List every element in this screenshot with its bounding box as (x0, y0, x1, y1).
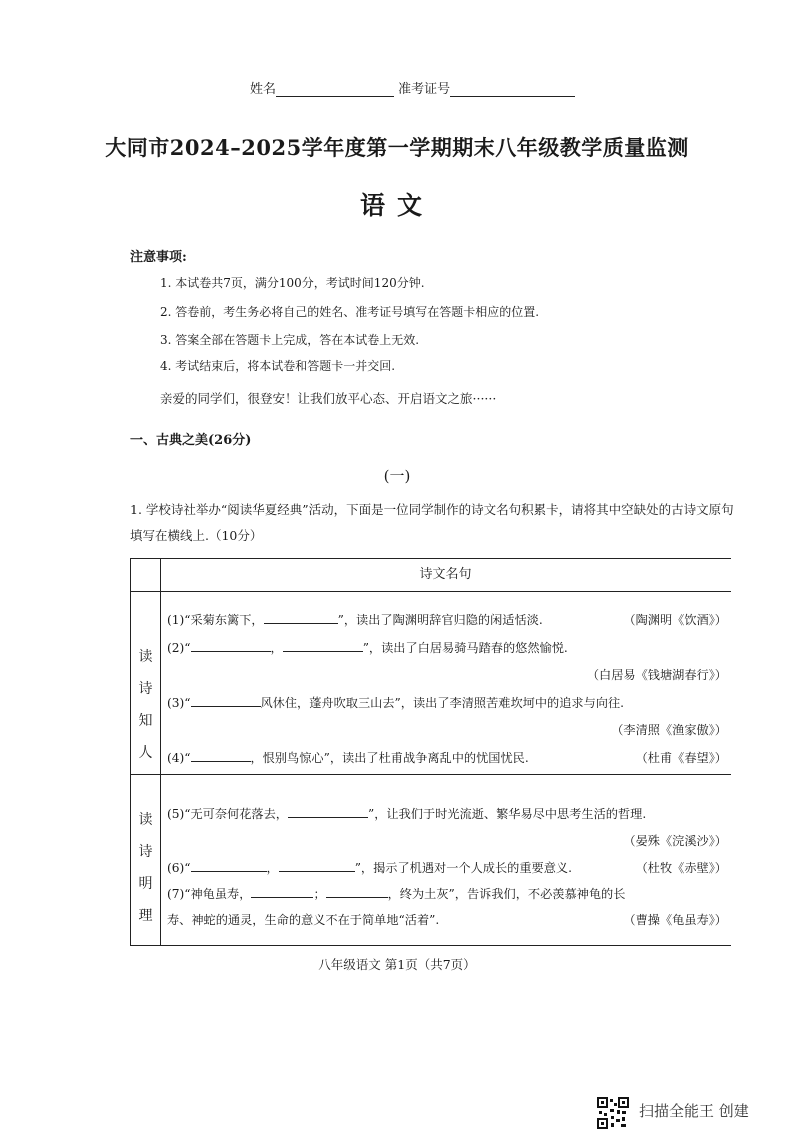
table-row: 寿、神蛇的通灵，生命的意义不在于简单地“活着”. (167, 913, 440, 927)
source-note: （曹操《龟虽寿》） (623, 913, 727, 927)
part-heading: (一) (383, 467, 411, 485)
note-item: 1. 本试卷共7页，满分100分，考试时间120分钟. (160, 276, 425, 290)
name-label: 姓名 (250, 82, 277, 97)
note-item: 2. 答卷前，考生务必将自己的姓名、准考证号填写在答题卡相应的位置. (160, 305, 540, 319)
table-row: (3)“ 风休住，蓬舟吹取三山去”，读出了李清照苦难坎坷中的追求与向往. (167, 696, 625, 710)
source-note: （白居易《钱塘湖春行》） (586, 668, 727, 682)
source-note: （杜牧《赤壁》） (635, 861, 727, 875)
answer-blank[interactable] (191, 694, 261, 707)
answer-blank[interactable] (251, 885, 313, 898)
note-item: 3. 答案全部在答题卡上完成，答在本试卷上无效. (160, 333, 420, 347)
table-row: (4)“ ，恨别鸟惊心”，读出了杜甫战争离乱中的忧国忧民. (167, 751, 529, 765)
exam-no-blank (450, 96, 575, 97)
notes-heading: 注意事项: (130, 250, 187, 265)
answer-blank[interactable] (326, 885, 388, 898)
answer-blank[interactable] (279, 859, 355, 872)
group-label-understand: 读 诗 明 理 (138, 812, 153, 924)
group-label-know-poet: 读 诗 知 人 (138, 649, 153, 761)
answer-blank[interactable] (191, 749, 251, 762)
section-heading: 一、古典之美(26分) (130, 433, 252, 448)
answer-blank[interactable] (283, 639, 363, 652)
greeting: 亲爱的同学们，很登安！让我们放平心态、开启语文之旅······ (160, 391, 497, 406)
table-row: (7)“神龟虽寿， ； ，终为土灰”，告诉我们，不必羡慕神龟的长 (167, 887, 626, 901)
table-row: (5)“无可奈何花落去， ”，让我们于时光流逝、繁华易尽中思考生活的哲理. (167, 807, 647, 821)
answer-blank[interactable] (191, 639, 271, 652)
table-divider (131, 591, 731, 592)
source-note: （李清照《渔家傲》） (611, 723, 727, 737)
poem-table (130, 558, 731, 946)
table-row: (2)“ ， ”，读出了白居易骑马踏春的悠然愉悦. (167, 641, 568, 655)
answer-blank[interactable] (264, 611, 338, 624)
exam-title: 大同市2024–2025学年度第一学期期末八年级教学质量监测 (105, 135, 689, 160)
table-divider (131, 774, 731, 775)
answer-blank[interactable] (288, 805, 368, 818)
subject-title: 语文 (359, 191, 434, 220)
page-footer: 八年级语文 第1页（共7页） (318, 957, 476, 972)
table-row: (1)“采菊东篱下， ”，读出了陶渊明辞官归隐的闲适恬淡. (167, 613, 543, 627)
exam-header (250, 78, 575, 97)
note-item: 4. 考试结束后，将本试卷和答题卡一并交回. (160, 359, 396, 373)
table-header: 诗文名句 (419, 567, 472, 582)
source-note: （陶渊明《饮酒》） (623, 613, 727, 627)
scanner-watermark: 扫描全能王 创建 (639, 1102, 749, 1120)
table-divider (160, 559, 161, 945)
source-note: （晏殊《浣溪沙》） (623, 834, 727, 848)
source-note: （杜甫《春望》） (635, 751, 727, 765)
qr-code-icon (597, 1097, 629, 1129)
exam-no-label: 准考证号 (398, 82, 451, 97)
table-row: (6)“ ， ”，揭示了机遇对一个人成长的重要意义. (167, 861, 572, 875)
question-1: 1. 学校诗社举办“阅读华夏经典”活动，下面是一位同学制作的诗文名句积累卡，请将其中空缺处的古诗文原句填写在横线上.（10分） (130, 502, 734, 543)
name-blank (276, 96, 394, 97)
answer-blank[interactable] (191, 859, 267, 872)
